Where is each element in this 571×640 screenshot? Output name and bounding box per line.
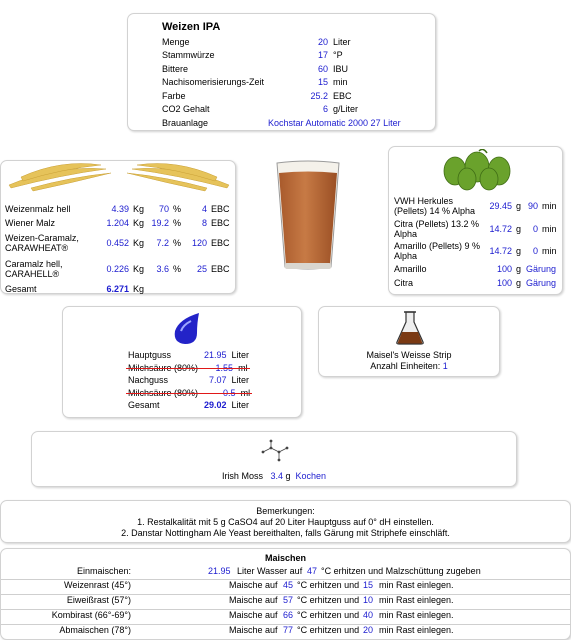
water-total-label: Gesamt bbox=[128, 400, 160, 411]
malt-pct: 70 bbox=[158, 204, 169, 214]
hop-amount: 100 bbox=[496, 278, 512, 288]
sparge-label: Nachguss bbox=[128, 375, 169, 386]
wheat-icon bbox=[1, 155, 237, 195]
malt-pct-unit: % bbox=[173, 218, 182, 228]
water-row bbox=[128, 374, 250, 387]
hop-time: Gärung bbox=[526, 264, 557, 274]
mash-intro-water: 21.95 bbox=[208, 566, 231, 576]
hops-card bbox=[388, 146, 563, 295]
acid-addition-2 bbox=[128, 388, 250, 398]
water-row bbox=[128, 387, 250, 400]
recipe-value: 17 bbox=[317, 50, 328, 61]
other-ingredient-card bbox=[31, 431, 517, 487]
malt-row bbox=[5, 230, 230, 256]
malt-total-unit: Kg bbox=[133, 284, 145, 294]
recipe-table bbox=[162, 35, 435, 130]
hop-name: Citra bbox=[394, 278, 414, 288]
hop-name: Citra (Pellets) 13.2 % Alpha bbox=[394, 219, 480, 239]
mash-intro-temp: 47 bbox=[307, 566, 318, 576]
mash-step-label: Abmaischen (78°) bbox=[59, 625, 131, 635]
recipe-value: 60 bbox=[317, 63, 328, 74]
malt-total-value: 6.271 bbox=[106, 284, 129, 294]
malt-ebc: 120 bbox=[191, 238, 207, 248]
malt-ebc: 4 bbox=[201, 204, 207, 214]
brewery-value: Kochstar Automatic 2000 27 Liter bbox=[268, 117, 401, 128]
malt-row bbox=[5, 202, 230, 216]
recipe-label: Nachisomerisierungs-Zeit bbox=[162, 77, 265, 88]
brewery-label: Brauanlage bbox=[162, 117, 209, 128]
sparge-unit: Liter bbox=[231, 375, 250, 386]
malt-pct: 7.2 bbox=[156, 238, 169, 248]
yeast-card bbox=[318, 306, 500, 377]
mash-step-time: 15 bbox=[363, 580, 374, 590]
malt-ebc: 25 bbox=[196, 264, 207, 274]
notes-title: Bemerkungen: bbox=[256, 506, 315, 516]
yeast-units-value: 1 bbox=[442, 361, 448, 371]
other-ingredient-row bbox=[32, 471, 516, 481]
malt-kg: 4.39 bbox=[111, 204, 129, 214]
main-water-value: 21.95 bbox=[204, 350, 227, 361]
hops-icon bbox=[439, 149, 519, 193]
recipe-row bbox=[162, 116, 435, 130]
recipe-value: 25.2 bbox=[310, 90, 328, 101]
main-water-label: Hauptguss bbox=[128, 350, 172, 361]
recipe-row bbox=[162, 62, 435, 76]
malt-kg-unit: Kg bbox=[133, 264, 145, 274]
flask-icon bbox=[395, 310, 425, 346]
hop-time: 0 bbox=[532, 224, 538, 234]
mash-title: Maischen bbox=[264, 553, 306, 563]
recipe-unit: g/Liter bbox=[333, 104, 359, 115]
malt-name: Caramalz hell, CARAHELL® bbox=[5, 259, 63, 279]
recipe-unit: Liter bbox=[333, 36, 351, 47]
malt-kg-unit: Kg bbox=[133, 204, 145, 214]
recipe-unit: °P bbox=[333, 50, 343, 61]
water-total-row bbox=[128, 399, 250, 412]
malt-kg-unit: Kg bbox=[133, 238, 145, 248]
hops-table bbox=[394, 194, 557, 290]
hop-amount: 14.72 bbox=[489, 224, 512, 234]
water-row bbox=[128, 349, 250, 362]
malt-pct-unit: % bbox=[173, 264, 182, 274]
hop-row bbox=[394, 240, 557, 262]
hop-row bbox=[394, 218, 557, 240]
malt-total-row bbox=[5, 282, 230, 296]
malt-name: Weizen-Caramalz, CARAWHEAT® bbox=[5, 233, 79, 253]
mash-intro-row: Einmaischen: 21.95 Liter Wasser auf 47 °C erhitzen und Malzschüttung zugeben bbox=[1, 566, 571, 580]
hop-unit: g bbox=[516, 201, 522, 211]
hop-unit: g bbox=[516, 264, 522, 274]
hop-name: VWH Herkules (Pellets) 14 % Alpha bbox=[394, 196, 476, 216]
malt-ebc-unit: EBC bbox=[211, 238, 230, 248]
hop-name: Amarillo (Pellets) 9 % Alpha bbox=[394, 241, 481, 261]
hop-row bbox=[394, 262, 557, 276]
mash-step-label: Kombirast (66°-69°) bbox=[51, 610, 131, 620]
hop-time: Gärung bbox=[526, 278, 557, 288]
other-ingredient-when: Kochen bbox=[295, 471, 327, 481]
mash-card bbox=[0, 548, 571, 640]
other-ingredient-unit: g bbox=[285, 471, 291, 481]
hop-time: 0 bbox=[532, 246, 538, 256]
note-line: 2. Danstar Nottingham Ale Yeast bereithalten, falls Gärung mit Striphefe einschläft. bbox=[121, 528, 450, 538]
water-total-value: 29.02 bbox=[204, 400, 227, 411]
recipe-row bbox=[162, 103, 435, 117]
mash-step-temp: 77 bbox=[283, 625, 294, 635]
hop-amount: 29.45 bbox=[489, 201, 512, 211]
malt-kg: 1.204 bbox=[106, 218, 129, 228]
other-ingredient-amount: 3.4 bbox=[270, 471, 283, 481]
malt-pct-unit: % bbox=[173, 238, 182, 248]
mash-step-temp: 66 bbox=[283, 610, 294, 620]
recipe-row bbox=[162, 76, 435, 90]
other-ingredient-name: Irish Moss bbox=[221, 471, 263, 481]
mash-step-temp: 45 bbox=[283, 580, 294, 590]
hop-unit: g bbox=[516, 224, 522, 234]
hop-row bbox=[394, 276, 557, 290]
malt-row bbox=[5, 216, 230, 230]
hop-row bbox=[394, 194, 557, 218]
beer-glass-icon bbox=[273, 159, 343, 274]
molecule-icon bbox=[257, 438, 293, 466]
malt-ebc-unit: EBC bbox=[211, 218, 230, 228]
mash-step-label: Eiweißrast (57°) bbox=[66, 595, 131, 605]
recipe-label: Stammwürze bbox=[162, 50, 215, 61]
malt-pct: 19.2 bbox=[151, 218, 169, 228]
malt-ebc: 8 bbox=[201, 218, 207, 228]
water-drop-icon bbox=[169, 311, 209, 347]
mash-step-time: 20 bbox=[363, 625, 374, 635]
mash-step-row: Weizenrast (45°) Maische auf 45 °C erhitzen und 15 min Rast einlegen. bbox=[1, 580, 571, 594]
recipe-value: 15 bbox=[317, 77, 328, 88]
hop-name: Amarillo bbox=[394, 264, 427, 274]
malt-kg: 0.226 bbox=[106, 264, 129, 274]
malt-ebc-unit: EBC bbox=[211, 264, 230, 274]
hop-unit: g bbox=[516, 278, 522, 288]
acid-addition-1 bbox=[128, 363, 248, 373]
malt-pct: 3.6 bbox=[156, 264, 169, 274]
recipe-unit: min bbox=[333, 77, 348, 88]
hop-time-unit: min bbox=[542, 201, 557, 211]
water-total-unit: Liter bbox=[231, 400, 250, 411]
mash-step-temp: 57 bbox=[283, 595, 294, 605]
hop-time-unit: min bbox=[542, 246, 557, 256]
malt-pct-unit: % bbox=[173, 204, 182, 214]
strikethrough-line bbox=[126, 393, 252, 395]
water-card bbox=[62, 306, 302, 418]
mash-intro-label: Einmaischen: bbox=[76, 566, 131, 576]
mash-step-row: Kombirast (66°-69°) Maische auf 66 °C erhitzen und 40 min Rast einlegen. bbox=[1, 610, 571, 624]
mash-step-time: 10 bbox=[363, 595, 374, 605]
malt-kg-unit: Kg bbox=[133, 218, 145, 228]
water-row bbox=[128, 362, 250, 375]
recipe-row bbox=[162, 35, 435, 49]
recipe-card bbox=[127, 13, 436, 131]
water-table bbox=[128, 349, 250, 412]
malt-total-label: Gesamt bbox=[5, 284, 37, 294]
strikethrough-line bbox=[126, 368, 250, 370]
recipe-label: Bittere bbox=[162, 63, 189, 74]
recipe-row bbox=[162, 49, 435, 63]
yeast-name: Maisel's Weisse Strip bbox=[366, 350, 452, 360]
recipe-unit: EBC bbox=[333, 90, 352, 101]
malt-row bbox=[5, 256, 230, 282]
notes-card bbox=[0, 500, 571, 543]
recipe-row bbox=[162, 89, 435, 103]
hop-amount: 100 bbox=[496, 264, 512, 274]
malt-kg: 0.452 bbox=[106, 238, 129, 248]
mash-step-label: Weizenrast (45°) bbox=[64, 580, 131, 590]
recipe-title: Weizen IPA bbox=[162, 21, 221, 33]
yeast-units: Anzahl Einheiten: 1 bbox=[370, 361, 448, 371]
mash-step-time: 40 bbox=[363, 610, 374, 620]
mash-step-row: Abmaischen (78°) Maische auf 77 °C erhitzen und 20 min Rast einlegen. bbox=[1, 625, 571, 639]
malt-table bbox=[5, 202, 230, 296]
hop-time-unit: min bbox=[542, 224, 557, 234]
malt-name: Wiener Malz bbox=[5, 218, 56, 228]
malt-ebc-unit: EBC bbox=[211, 204, 230, 214]
recipe-label: Farbe bbox=[162, 90, 186, 101]
malt-card bbox=[0, 160, 236, 294]
main-water-unit: Liter bbox=[231, 350, 250, 361]
note-line: 1. Restalkalität mit 5 g CaSO4 auf 20 Liter Hauptguss auf 0° dH einstellen. bbox=[137, 517, 434, 527]
malt-name: Weizenmalz hell bbox=[5, 204, 71, 214]
sparge-value: 7.07 bbox=[209, 375, 227, 386]
hop-time: 90 bbox=[527, 201, 538, 211]
mash-step-row: Eiweißrast (57°) Maische auf 57 °C erhitzen und 10 min Rast einlegen. bbox=[1, 595, 571, 609]
hop-unit: g bbox=[516, 246, 522, 256]
recipe-value: 20 bbox=[317, 36, 328, 47]
hop-amount: 14.72 bbox=[489, 246, 512, 256]
recipe-unit: IBU bbox=[333, 63, 349, 74]
recipe-label: CO2 Gehalt bbox=[162, 104, 210, 115]
recipe-value: 6 bbox=[322, 104, 328, 115]
recipe-label: Menge bbox=[162, 36, 190, 47]
